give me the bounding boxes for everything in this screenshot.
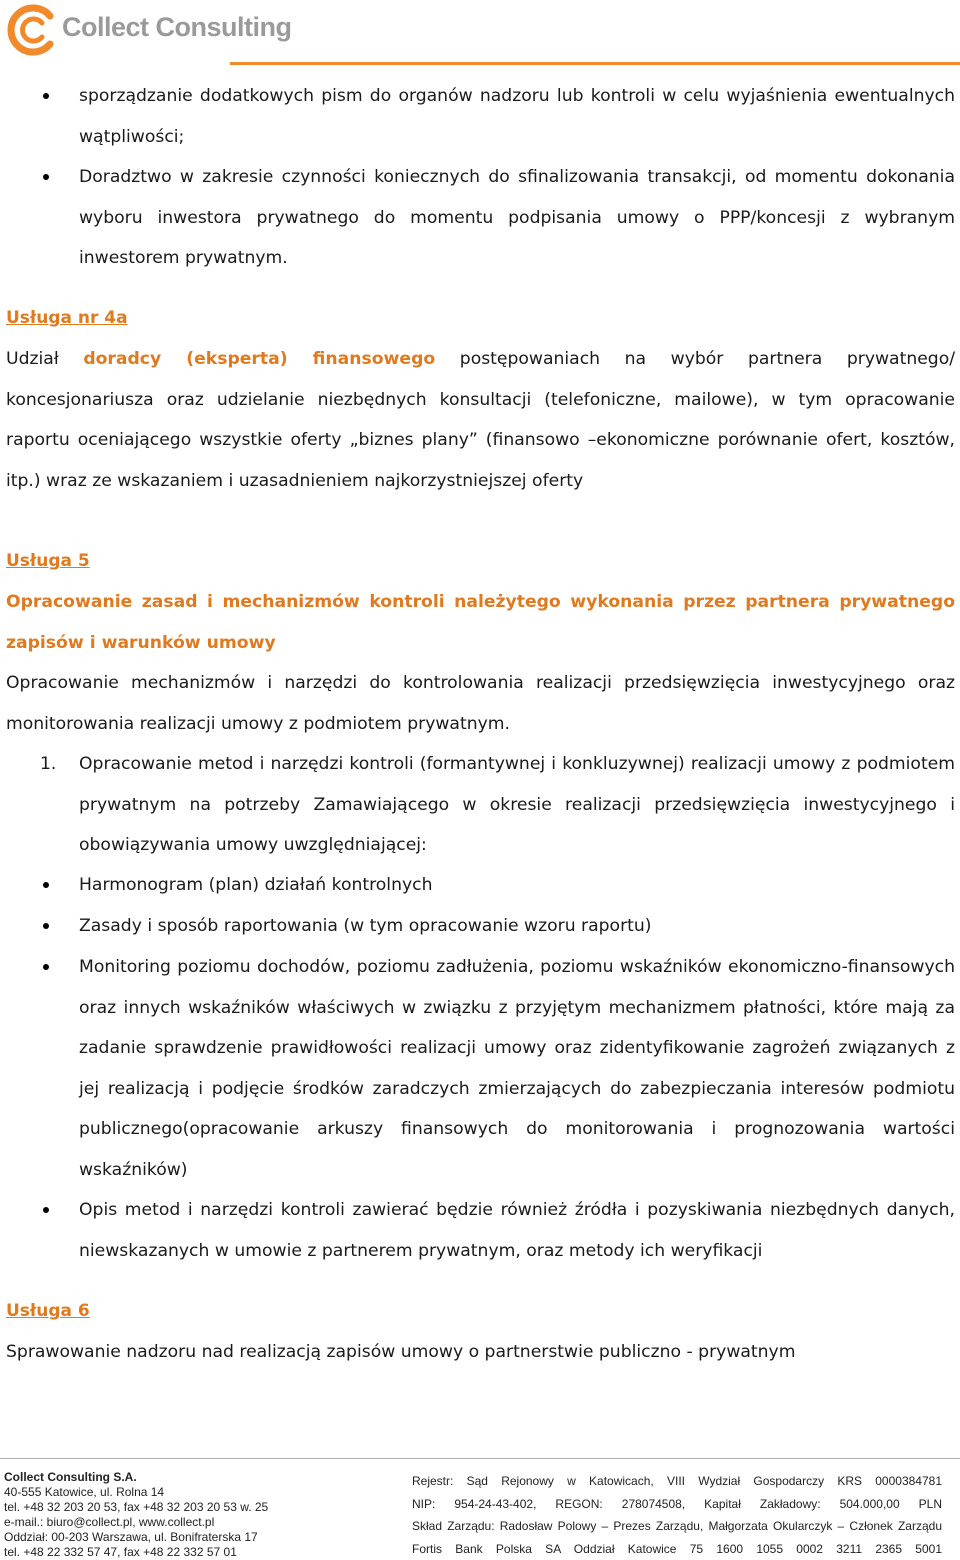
footer-line: tel. +48 22 332 57 47, fax +48 22 332 57 01 <box>4 1545 237 1559</box>
bullet-item: Opis metod i narzędzi kontroli zawierać będzie również źródła i pozyskiwania niezbędnych danych, niewskazanych w umowie z partnerem prywatnym, oraz metody ich weryfikacji <box>79 1190 955 1271</box>
footer-line: Fortis Bank Polska SA Oddział Katowice 75 1600 1055 0002 3211 2365 5001 <box>412 1541 942 1556</box>
footer-line: Skład Zarządu: Radosław Polowy – Prezes Zarządu, Małgorzata Okularczyk – Członek Zarządu <box>412 1519 942 1533</box>
service-5-subtitle: Opracowanie zasad i mechanizmów kontroli należytego wykonania przez partnera prywatnego zapisów i warunków umowy <box>6 592 955 653</box>
service-6-paragraph: Sprawowanie nadzoru nad realizacją zapisów umowy o partnerstwie publiczno - prywatnym <box>6 1342 796 1362</box>
page-footer <box>0 1458 960 1560</box>
service-4a-text: postępowaniach na wybór partnera prywatnego/ koncesjonariusza oraz udzielanie niezbędnych konsultacji (telefoniczne, mailowe), w tym opracowanie raportu oceniającego wszystkie oferty „biznes plany” (finansowo –ekonomiczne porównanie ofert, kosztów, itp.) wraz ze wskazaniem i uzasadnieniem najkorzystniejszej oferty <box>6 349 956 491</box>
service-5-paragraph: Opracowanie mechanizmów i narzędzi do kontrolowania realizacji przedsięwzięcia inwestycyjnego oraz monitorowania realizacji umowy z podmiotem prywatnym. <box>6 673 955 734</box>
footer-divider <box>0 1458 960 1459</box>
footer-line: NIP: 954-24-43-402, REGON: 278074508, Kapitał Zakładowy: 504.000,00 PLN <box>412 1496 942 1511</box>
service-6-heading <box>6 1291 306 1332</box>
bullet-item: Monitoring poziomu dochodów, poziomu zadłużenia, poziomu wskaźników ekonomiczno-finansowych oraz innych wskaźników właściwych w związku z przyjętym mechanizmem płatności, które mają za zadanie sprawdzenie prawidłowości realizacji umowy oraz zidentyfikowanie zagrożeń związanych z jej realizacją i podjęcie środków zaradczych zmierzających do zabezpieczania interesów podmiotu publicznego(opracowanie arkuszy finansowych do monitorowania i prognozowania wartości wskaźników) <box>79 947 955 1190</box>
footer-line: Rejestr: Sąd Rejonowy w Katowicach, VIII Wydział Gospodarczy KRS 0000384781 <box>412 1474 942 1488</box>
collect-logo-icon <box>6 4 58 56</box>
service-4a-heading <box>6 298 306 339</box>
bullet-item: Doradztwo w zakresie czynności koniecznych do sfinalizowania transakcji, od momentu dokonania wyboru inwestora prywatnego do momentu podpisania umowy o PPP/koncesji z wybranym inwestorem prywatnym. <box>79 157 955 279</box>
header-divider <box>230 62 960 65</box>
service-4a-highlight: doradcy (eksperta) finansowego <box>83 349 436 369</box>
service-5-title: Usługa 5 <box>6 551 90 571</box>
footer-company: Collect Consulting S.A. <box>4 1470 137 1484</box>
footer-line: 40-555 Katowice, ul. Rolna 14 <box>4 1485 165 1499</box>
service-4a-paragraph <box>6 339 955 501</box>
service-6-title: Usługa 6 <box>6 1301 90 1321</box>
list-number: 1. <box>40 754 57 774</box>
footer-line: Oddział: 00-203 Warszawa, ul. Bonifraterska 17 <box>4 1530 258 1544</box>
footer-registry <box>412 1470 942 1560</box>
footer-line: tel. +48 32 203 20 53, fax +48 32 203 20 53 w. 25 <box>4 1500 269 1514</box>
page-header <box>0 0 960 70</box>
footer-contact <box>4 1470 344 1560</box>
bullet-item: Zasady i sposób raportowania (w tym opracowanie wzoru raportu) <box>79 906 955 947</box>
service-4a-prefix: Udział <box>6 349 59 369</box>
footer-line: e-mail.: biuro@collect.pl, www.collect.pl <box>4 1515 215 1529</box>
logo-text: Collect Consulting <box>62 12 292 42</box>
numbered-item: Opracowanie metod i narzędzi kontroli (formantywnej i konkluzywnej) realizacji umowy z podmiotem prywatnym na potrzeby Zamawiającego w okresie realizacji przedsięwzięcia inwestycyjnego i obowiązywania umowy uwzględniającej: <box>79 754 955 855</box>
service-4a-title: Usługa nr 4a <box>6 308 128 328</box>
service-5-heading <box>6 541 306 582</box>
bullet-item: sporządzanie dodatkowych pism do organów nadzoru lub kontroli w celu wyjaśnienia ewentualnych wątpliwości; <box>79 76 955 157</box>
bullet-item: Harmonogram (plan) działań kontrolnych <box>79 865 955 906</box>
